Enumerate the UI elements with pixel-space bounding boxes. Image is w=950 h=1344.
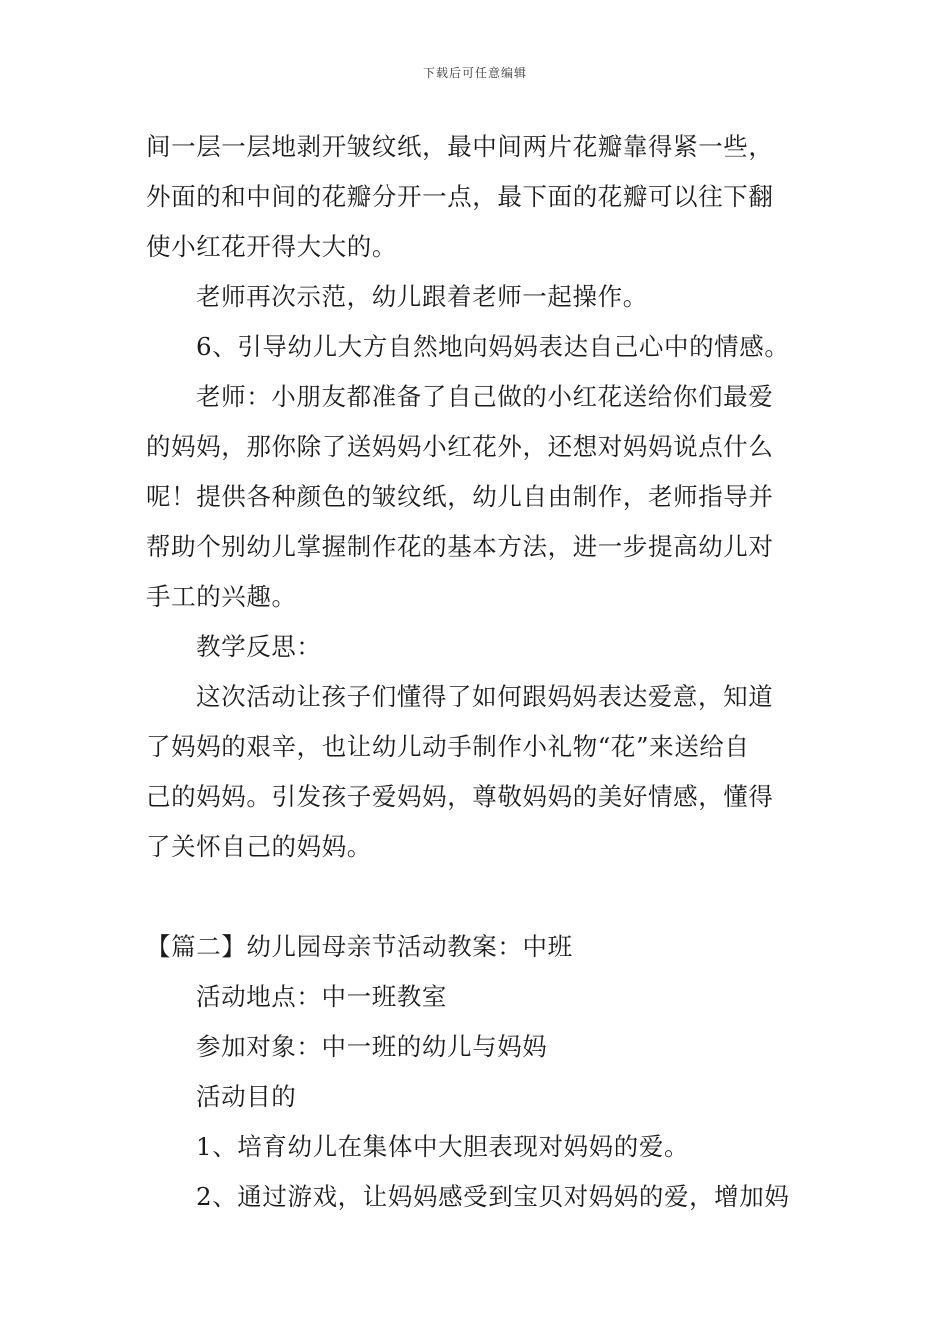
body-line: 这次活动让孩子们懂得了如何跟妈妈表达爱意，知道 xyxy=(196,682,774,711)
body-line: 了关怀自己的妈妈。 xyxy=(146,832,372,861)
body-line: 老师再次示范，幼儿跟着老师一起操作。 xyxy=(196,282,648,311)
body-line: 教学反思： xyxy=(196,632,322,661)
body-line: 手工的兴趣。 xyxy=(146,582,297,611)
body-line: 1、培育幼儿在集体中大胆表现对妈妈的爱。 xyxy=(196,1132,690,1161)
body-line: 使小红花开得大大的。 xyxy=(146,232,397,261)
body-line: 参加对象：中一班的幼儿与妈妈 xyxy=(196,1032,548,1061)
body-line: 活动地点：中一班教室 xyxy=(196,982,447,1011)
body-line: 活动目的 xyxy=(196,1082,297,1111)
section-heading: 【篇二】幼儿园母亲节活动教案：中班 xyxy=(146,932,573,961)
body-line: 外面的和中间的花瓣分开一点，最下面的花瓣可以往下翻 xyxy=(146,182,774,211)
body-line: 帮助个别幼儿掌握制作花的基本方法，进一步提高幼儿对 xyxy=(146,532,774,561)
body-line: 间一层一层地剥开皱纹纸，最中间两片花瓣靠得紧一些， xyxy=(146,132,774,161)
body-line: 6、引导幼儿大方自然地向妈妈表达自己心中的情感。 xyxy=(196,332,790,361)
body-line: 的妈妈，那你除了送妈妈小红花外，还想对妈妈说点什么 xyxy=(146,432,774,461)
page-header: 下载后可任意编辑 xyxy=(422,66,527,80)
body-line: 老师：小朋友都准备了自己做的小红花送给你们最爱 xyxy=(196,382,774,411)
body-line: 了妈妈的艰辛，也让幼儿动手制作小礼物“花”来送给自 xyxy=(146,732,750,761)
body-line: 2、通过游戏，让妈妈感受到宝贝对妈妈的爱，增加妈 xyxy=(196,1182,790,1211)
body-line: 己的妈妈。引发孩子爱妈妈，尊敬妈妈的美好情感，懂得 xyxy=(146,782,774,811)
body-line: 呢！提供各种颜色的皱纹纸，幼儿自由制作，老师指导并 xyxy=(146,482,774,511)
